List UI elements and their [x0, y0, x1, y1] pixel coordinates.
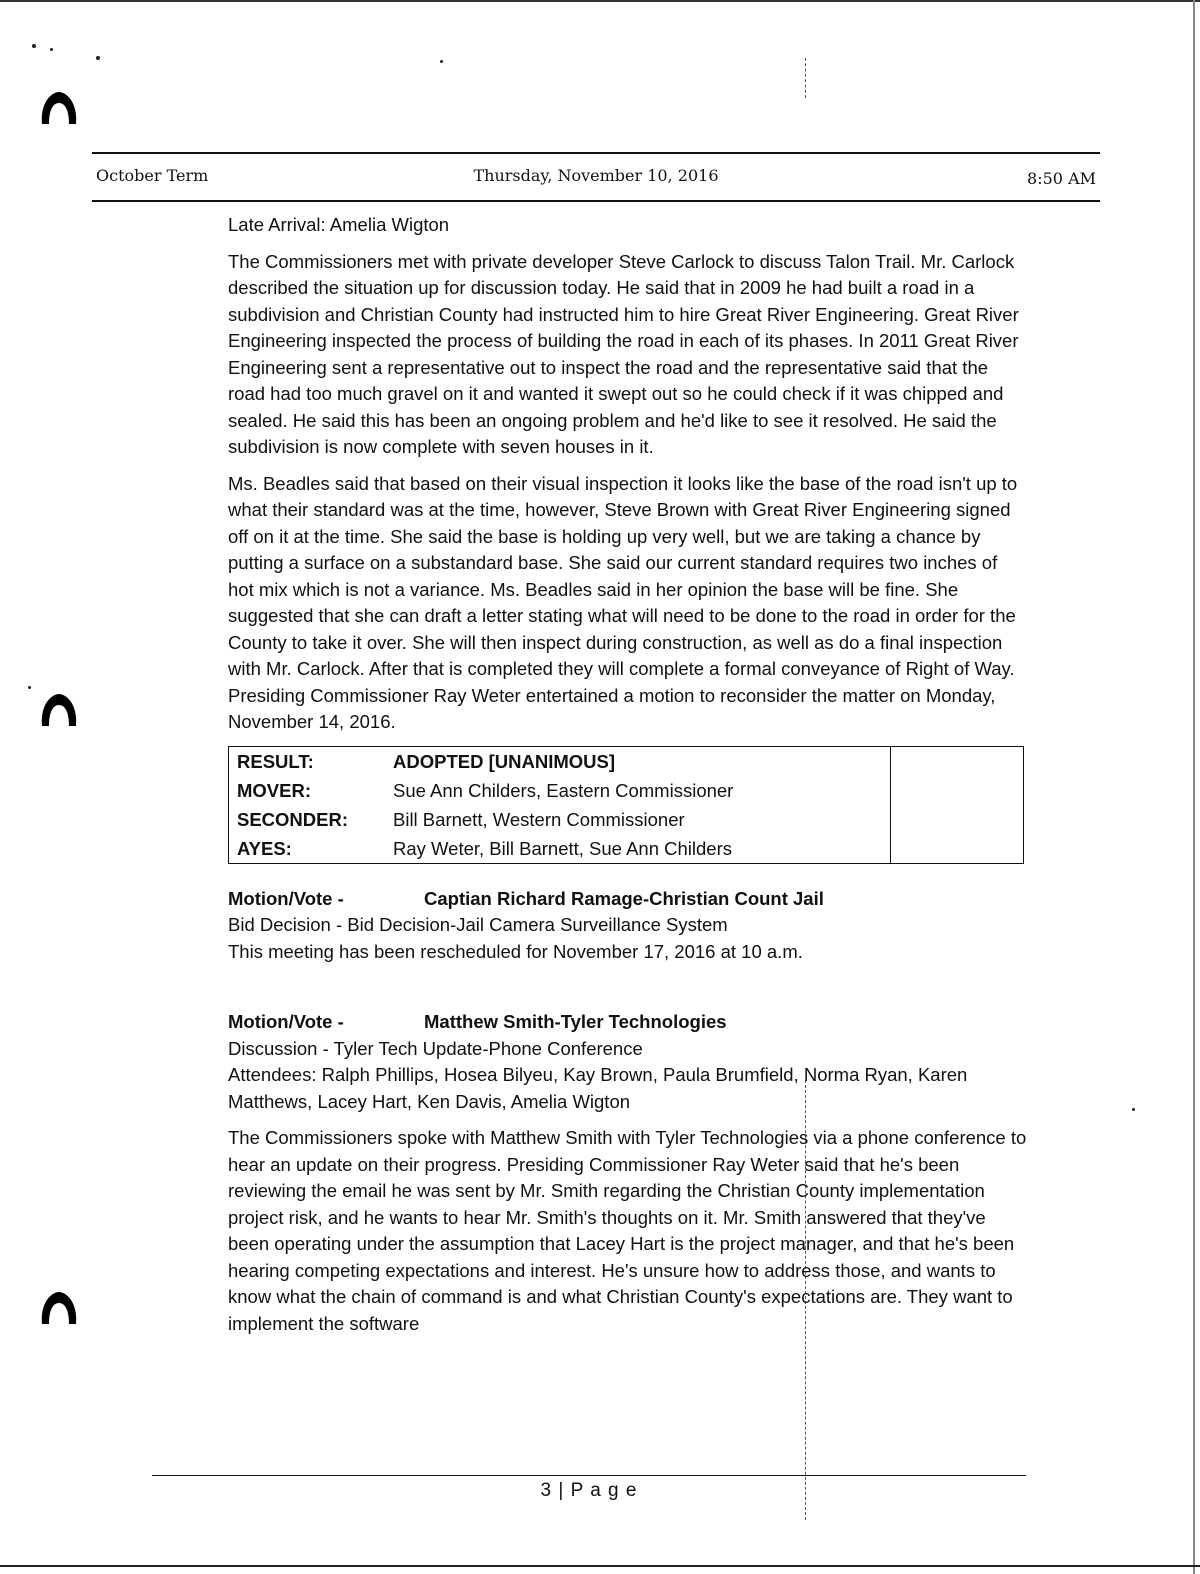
scan-edge-right: [1193, 0, 1195, 1574]
scan-speck: [28, 686, 31, 689]
scan-speck: [50, 48, 53, 51]
motion-label: Motion/Vote -: [228, 1011, 344, 1032]
motion-detail: This meeting has been rescheduled for November 17, 2016 at 10 a.m.: [228, 940, 803, 962]
vote-value: Sue Ann Childers, Eastern Commissioner: [393, 779, 734, 801]
vote-value: ADOPTED [UNANIMOUS]: [393, 750, 615, 772]
paragraph-carlock: The Commissioners met with private developer Steve Carlock to discuss Talon Trail. Mr. Carlock described the situation up for discussion today. He said that in 2009 he had built a road in a subdivision and Christian County had instructed him to hire Great River Engineering. Great River Engineering inspected the process of building the road in each of its phases. In 2011 Great River Engineering sent a representative out to inspect the road and the representative said that the road had too much gravel on it and wanted it swept out so he could check if it was chipped and sealed. He said this has been an ongoing problem and he'd like to see it resolved. He said the subdivision is now complete with seven houses in it.: [228, 250, 1019, 457]
punch-hole-icon: [38, 88, 80, 130]
vote-label: SECONDER:: [237, 808, 349, 830]
motion-title: Captian Richard Ramage-Christian Count Jail: [424, 887, 824, 909]
vote-blank-cell: [891, 746, 1024, 863]
document-header: [92, 152, 1100, 202]
scan-speck: [440, 60, 443, 63]
table-row: [229, 746, 1024, 776]
scan-speck: [1132, 1108, 1135, 1111]
motion-detail: Discussion - Tyler Tech Update-Phone Conference: [228, 1037, 643, 1059]
paragraph-beadles: Ms. Beadles said that based on their visual inspection it looks like the base of the road isn't up to what their standard was at the time, however, Steve Brown with Great River Engineering signed off on it at the time. She said the base is holding up very well, but we are taking a chance by putting a surface on a substandard base. She said our current standard requires two inches of hot mix which is not a variance. Ms. Beadles said in her opinion the base will be fine. She suggested that she can draft a letter stating what will need to be done to the road in order for the County to take it over. She will then inspect during construction, as well as do a final inspection with Mr. Carlock. After that is completed they will complete a formal conveyance of Right of Way. Presiding Commissioner Ray Weter entertained a motion to reconsider the matter on Monday, November 14, 2016.: [228, 472, 1018, 732]
vote-value: Ray Weter, Bill Barnett, Sue Ann Childers: [393, 837, 732, 859]
vote-result-table: [228, 746, 1024, 864]
footer-rule: [152, 1475, 1026, 1476]
motion-title: Matthew Smith-Tyler Technologies: [424, 1011, 727, 1032]
punch-hole-icon: [38, 690, 80, 732]
meeting-time: 8:50 AM: [1027, 169, 1096, 188]
term-label: October Term: [96, 166, 209, 185]
page-word: P a g e: [570, 1480, 638, 1501]
punch-hole-icon: [38, 1288, 80, 1330]
vote-label: RESULT:: [237, 750, 314, 772]
motion-label: Motion/Vote -: [228, 887, 344, 909]
motion-heading: [228, 886, 1028, 913]
motion-detail: Bid Decision - Bid Decision-Jail Camera Surveillance System: [228, 914, 728, 935]
scan-edge-bottom: [0, 1565, 1200, 1567]
vote-label: AYES:: [237, 837, 292, 859]
scan-edge-top: [0, 0, 1200, 2]
vote-value: Bill Barnett, Western Commissioner: [393, 808, 685, 830]
scan-speck: [96, 56, 100, 60]
vote-label: MOVER:: [237, 779, 311, 801]
paragraph-tyler: The Commissioners spoke with Matthew Smith with Tyler Technologies via a phone conference to hear an update on their progress. Presiding Commissioner Ray Weter said that he's been reviewing the email he was sent by Mr. Smith regarding the Christian County implementation project risk, and he wants to hear Mr. Smith's thoughts on it. Mr. Smith answered that they've been operating under the assumption that Lacey Hart is the project manager, and that he's been hearing competing expectations and interest. He's unsure how to address those, and wants to know what the chain of command is and what Christian County's expectations are. They want to implement the software: [228, 1127, 1027, 1334]
minutes-body: [228, 212, 1028, 1347]
motion-heading: [228, 1009, 1028, 1036]
attendees: Attendees: Ralph Phillips, Hosea Bilyeu, Kay Brown, Paula Brumfield, Norma Ryan, Karen Matthews, Lacey Hart, Ken Davis, Amelia Wigton: [228, 1064, 968, 1112]
scan-speck: [32, 44, 36, 48]
scan-artifact-line: [805, 58, 807, 98]
meeting-date: Thursday, November 10, 2016: [473, 166, 719, 185]
page-footer: 3 | P a g e: [540, 1480, 638, 1501]
late-arrival: Late Arrival: Amelia Wigton: [228, 214, 450, 235]
page-number: 3: [540, 1480, 553, 1501]
